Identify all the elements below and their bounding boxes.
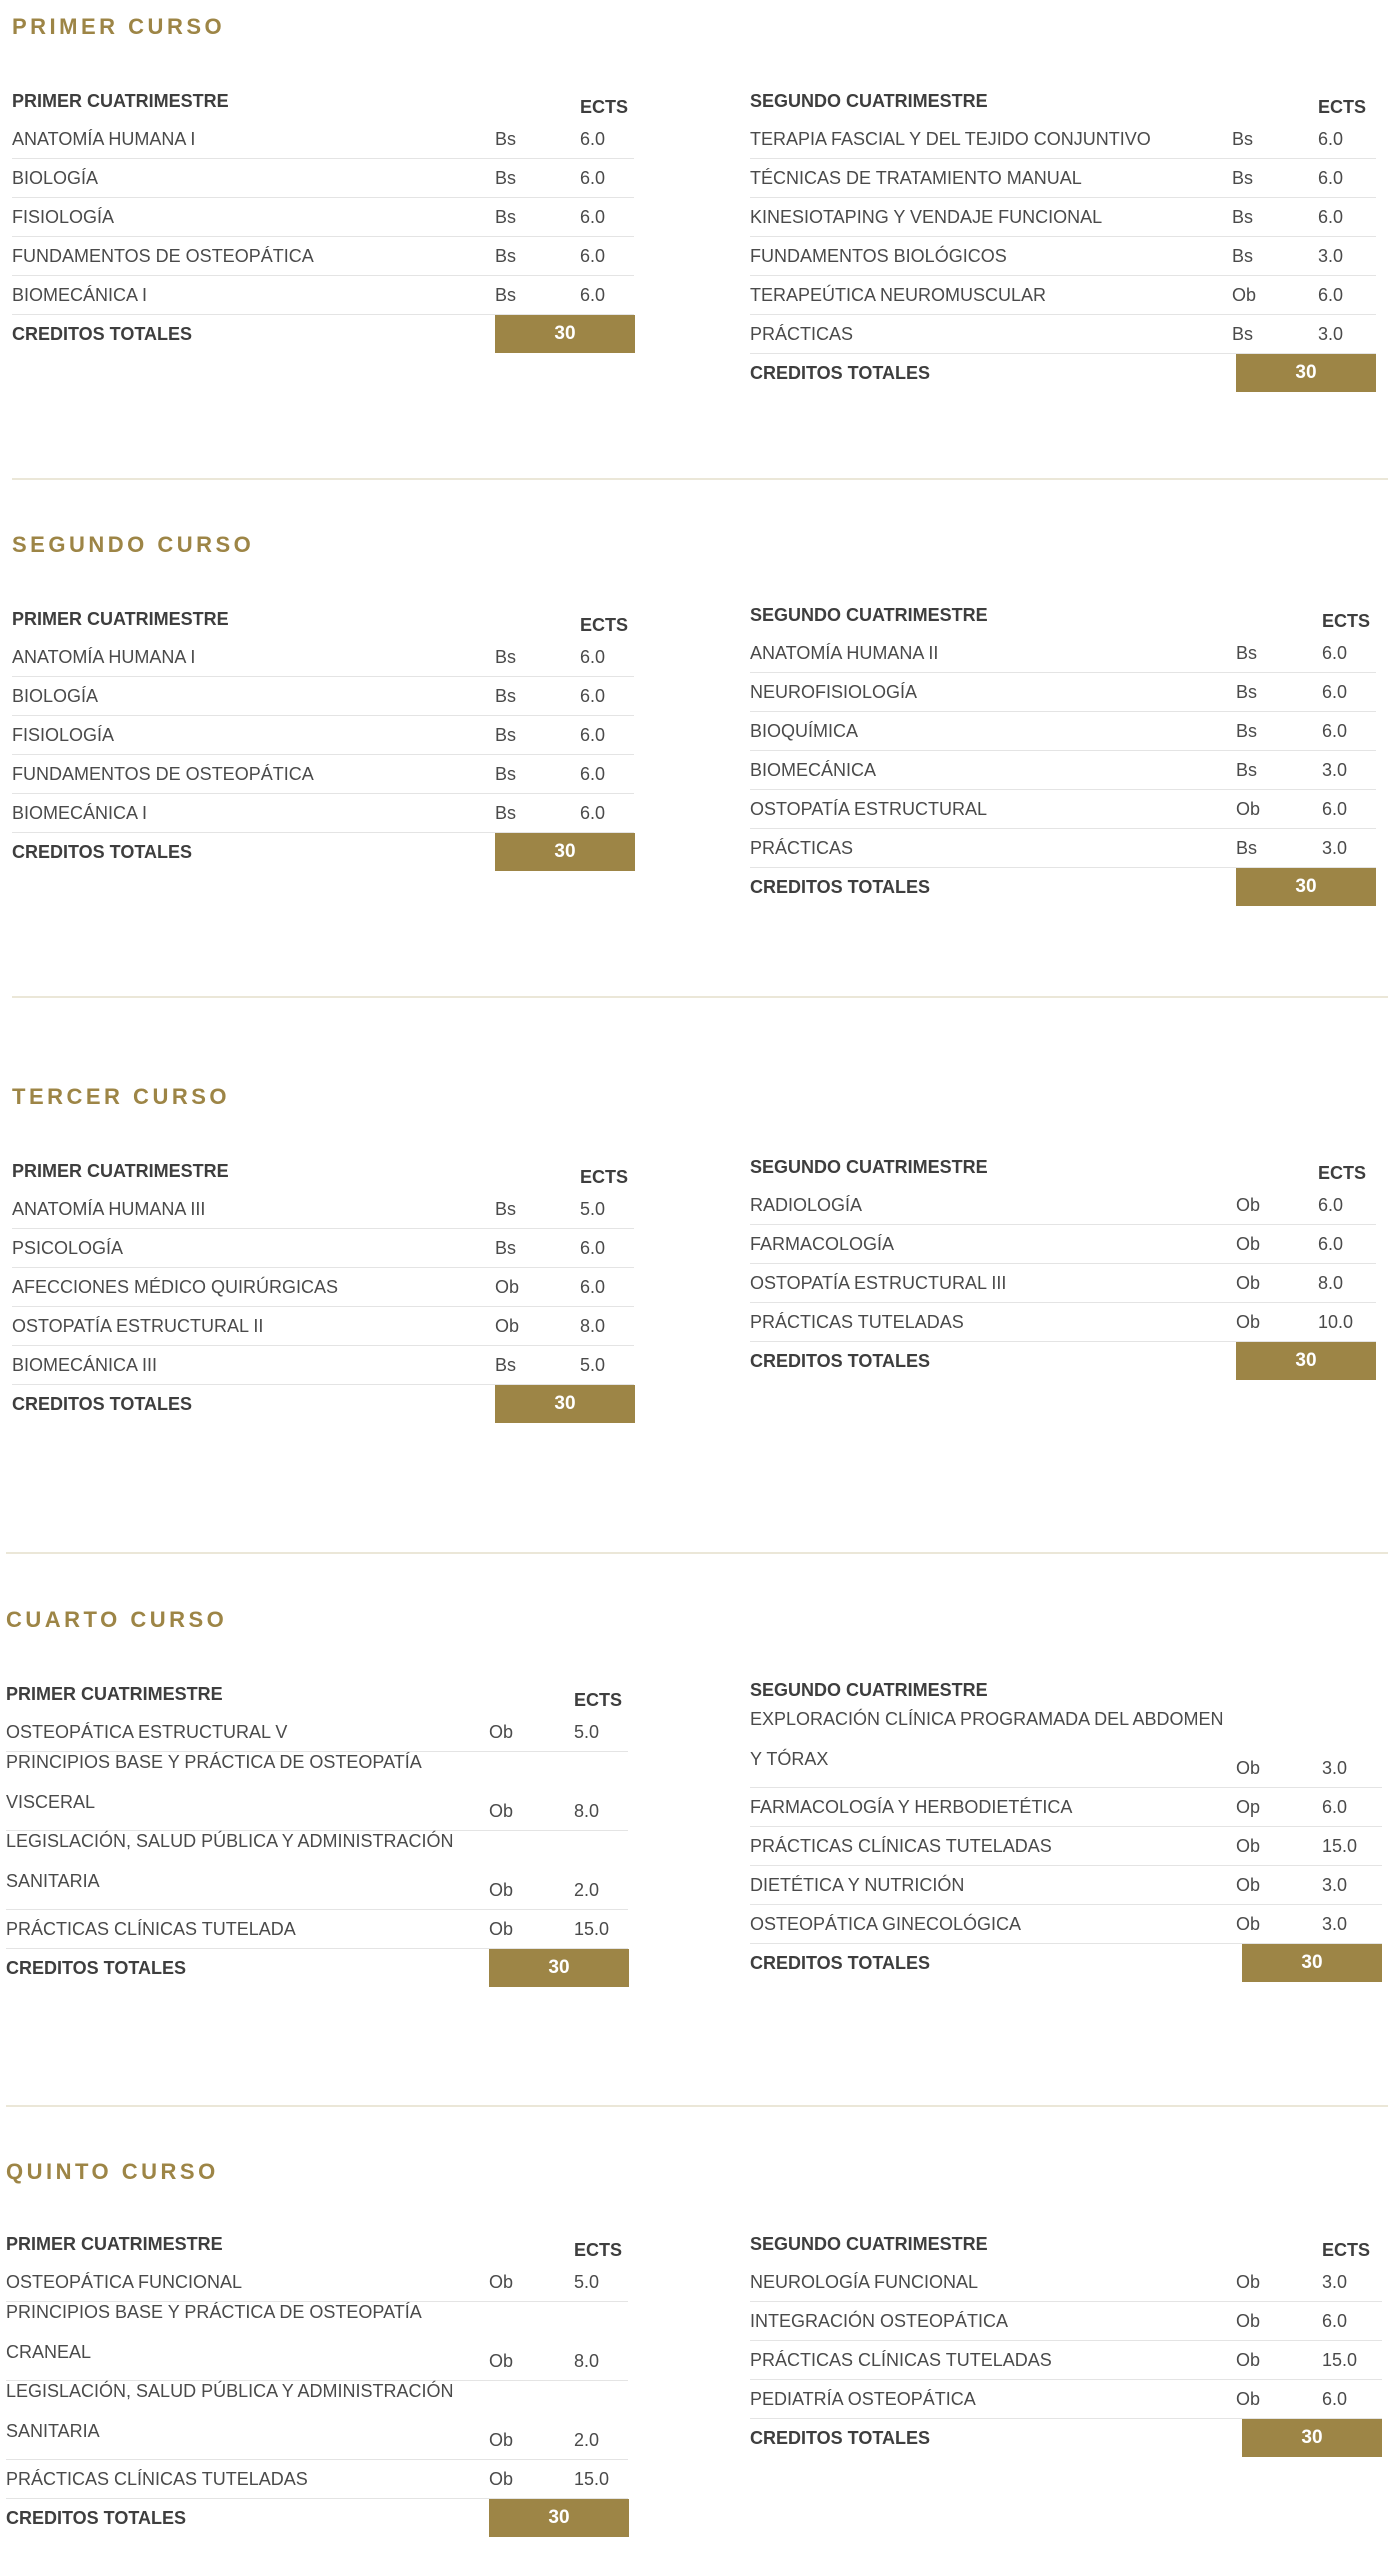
course-title: SEGUNDO CURSO <box>12 532 255 557</box>
subject-name: INTEGRACIÓN OSTEOPÁTICA <box>750 2311 1009 2331</box>
ects-header: ECTS <box>1318 97 1367 117</box>
subject-type: Bs <box>1236 760 1258 780</box>
course-title: PRIMER CURSO <box>12 14 226 39</box>
semester-table-first <box>6 2225 628 2537</box>
semester-table-first <box>6 1675 628 1987</box>
subject-ects: 6.0 <box>1322 799 1348 819</box>
subject-type: Bs <box>1232 168 1254 188</box>
subject-type: Bs <box>1232 324 1254 344</box>
subject-ects: 6.0 <box>580 686 606 706</box>
course-3 <box>0 1000 1388 1555</box>
subject-name: KINESIOTAPING Y VENDAJE FUNCIONAL <box>750 207 1103 227</box>
table-row <box>750 237 1376 276</box>
table-header-row <box>6 1675 628 1713</box>
semester-header: SEGUNDO CUATRIMESTRE <box>750 2234 988 2254</box>
course-title: CUARTO CURSO <box>6 1607 228 1632</box>
ects-header: ECTS <box>574 2240 623 2260</box>
subject-ects: 6.0 <box>580 764 606 784</box>
subject-name: BIOMECÁNICA I <box>12 285 148 305</box>
subject-name: FARMACOLOGÍA <box>750 1234 895 1254</box>
table-row <box>12 638 634 677</box>
table-row <box>750 1303 1376 1342</box>
semester-header: SEGUNDO CUATRIMESTRE <box>750 605 988 625</box>
subject-name: LEGISLACIÓN, SALUD PÚBLICA Y ADMINISTRACIÓN SANITARIA <box>6 1831 454 1891</box>
subject-name: TERAPEÚTICA NEUROMUSCULAR <box>750 285 1047 305</box>
subject-type: Ob <box>489 1801 514 1821</box>
subject-ects: 15.0 <box>1322 2350 1358 2370</box>
course-4 <box>0 1555 1388 2105</box>
subject-name: PRÁCTICAS CLÍNICAS TUTELADA <box>6 1919 296 1939</box>
subject-ects: 3.0 <box>1322 838 1348 858</box>
table-row <box>750 159 1376 198</box>
subject-ects: 2.0 <box>574 2430 600 2450</box>
subject-ects: 3.0 <box>1318 324 1344 344</box>
semester-table-second <box>750 1671 1382 1982</box>
total-row <box>12 833 634 871</box>
subject-ects: 6.0 <box>580 647 606 667</box>
ects-header: ECTS <box>1322 611 1371 631</box>
table-row <box>6 1910 628 1949</box>
subject-type: Op <box>1236 1797 1261 1817</box>
subject-name: OSTEOPÁTICA FUNCIONAL <box>6 2272 243 2292</box>
table-row <box>750 790 1376 829</box>
subject-ects: 6.0 <box>1318 168 1344 188</box>
table-row <box>12 159 634 198</box>
subject-name: OSTOPATÍA ESTRUCTURAL II <box>12 1316 264 1336</box>
table-row <box>12 1307 634 1346</box>
total-credits-badge: 30 <box>1236 354 1376 392</box>
total-label: CREDITOS TOTALES <box>6 1958 187 1978</box>
ects-header: ECTS <box>580 615 629 635</box>
semester-header: PRIMER CUATRIMESTRE <box>6 2234 223 2254</box>
table-row <box>750 1264 1376 1303</box>
total-row <box>750 2419 1382 2457</box>
subject-ects: 6.0 <box>1322 721 1348 741</box>
table-header-row <box>12 1152 634 1190</box>
total-credits-badge: 30 <box>1242 1944 1382 1982</box>
subject-ects: 5.0 <box>580 1355 606 1375</box>
subject-name: PRÁCTICAS <box>750 324 854 344</box>
table-row <box>750 1866 1382 1905</box>
total-label: CREDITOS TOTALES <box>12 842 193 862</box>
subject-type: Ob <box>1236 1234 1261 1254</box>
subject-ects: 3.0 <box>1322 1758 1348 1778</box>
total-row <box>12 1385 634 1423</box>
table-row <box>12 716 634 755</box>
subject-ects: 3.0 <box>1322 760 1348 780</box>
subject-type: Ob <box>1236 2350 1261 2370</box>
table-row <box>12 120 634 159</box>
subject-ects: 8.0 <box>1318 1273 1344 1293</box>
subject-ects: 3.0 <box>1322 2272 1348 2292</box>
subject-ects: 15.0 <box>574 2469 610 2489</box>
subject-ects: 6.0 <box>580 725 606 745</box>
table-row <box>750 2341 1382 2380</box>
subject-ects: 8.0 <box>580 1316 606 1336</box>
table-row <box>750 712 1376 751</box>
semester-header: PRIMER CUATRIMESTRE <box>12 1161 229 1181</box>
table-row <box>6 2460 628 2499</box>
subject-name: PRÁCTICAS TUTELADAS <box>750 1312 964 1332</box>
table-row <box>12 1268 634 1307</box>
subject-type: Ob <box>1236 2272 1261 2292</box>
total-row <box>750 868 1376 906</box>
subject-ects: 2.0 <box>574 1880 600 1900</box>
subject-name: PRÁCTICAS CLÍNICAS TUTELADAS <box>750 2350 1052 2370</box>
table-row <box>12 794 634 833</box>
subject-name: DIETÉTICA Y NUTRICIÓN <box>750 1875 965 1895</box>
subject-type: Bs <box>495 647 517 667</box>
total-label: CREDITOS TOTALES <box>750 1953 931 1973</box>
subject-ects: 6.0 <box>580 803 606 823</box>
subject-type: Ob <box>489 2351 514 2371</box>
subject-type: Ob <box>1232 285 1257 305</box>
subject-ects: 8.0 <box>574 2351 600 2371</box>
subject-ects: 5.0 <box>574 1722 600 1742</box>
subject-type: Bs <box>1232 129 1254 149</box>
subject-ects: 6.0 <box>1322 2311 1348 2331</box>
table-row <box>750 634 1376 673</box>
subject-name: FUNDAMENTOS DE OSTEOPÁTICA <box>12 764 314 784</box>
total-label: CREDITOS TOTALES <box>750 877 931 897</box>
subject-type: Bs <box>495 1199 517 1219</box>
total-row <box>12 315 634 353</box>
table-row <box>750 2263 1382 2302</box>
subject-ects: 6.0 <box>580 129 606 149</box>
subject-name: BIOMECÁNICA III <box>12 1355 158 1375</box>
table-header-row <box>750 1148 1376 1186</box>
ects-header: ECTS <box>574 1690 623 1710</box>
table-header-row <box>750 596 1376 634</box>
subject-name: ANATOMÍA HUMANA I <box>12 647 196 667</box>
table-row <box>12 237 634 276</box>
subject-ects: 6.0 <box>1318 129 1344 149</box>
subject-type: Bs <box>495 1355 517 1375</box>
total-label: CREDITOS TOTALES <box>6 2508 187 2528</box>
subject-name: OSTEOPÁTICA ESTRUCTURAL V <box>6 1722 288 1742</box>
table-row <box>6 1752 628 1831</box>
table-row <box>750 315 1376 354</box>
subject-type: Ob <box>489 2430 514 2450</box>
subject-type: Ob <box>489 1919 514 1939</box>
subject-ects: 6.0 <box>580 1277 606 1297</box>
subject-ects: 6.0 <box>1322 2389 1348 2409</box>
subject-name: PRINCIPIOS BASE Y PRÁCTICA DE OSTEOPATÍA VISCERAL <box>6 1752 421 1812</box>
section-divider <box>12 478 1388 480</box>
subject-name: OSTOPATÍA ESTRUCTURAL III <box>750 1273 1007 1293</box>
subject-type: Ob <box>489 2469 514 2489</box>
subject-name: FUNDAMENTOS DE OSTEOPÁTICA <box>12 246 314 266</box>
subject-ects: 5.0 <box>574 2272 600 2292</box>
semester-header: PRIMER CUATRIMESTRE <box>12 91 229 111</box>
subject-name: TÉCNICAS DE TRATAMIENTO MANUAL <box>750 168 1082 188</box>
semester-header: PRIMER CUATRIMESTRE <box>12 609 229 629</box>
table-row <box>12 1346 634 1385</box>
table-row <box>6 2381 628 2460</box>
subject-name: NEUROFISIOLOGÍA <box>750 682 918 702</box>
total-row <box>750 1944 1382 1982</box>
semester-header: PRIMER CUATRIMESTRE <box>6 1684 223 1704</box>
total-credits-badge: 30 <box>489 2499 629 2537</box>
subject-type: Ob <box>495 1277 520 1297</box>
subject-name: OSTEOPÁTICA GINECOLÓGICA <box>750 1914 1022 1934</box>
subject-name: OSTOPATÍA ESTRUCTURAL <box>750 799 988 819</box>
semester-table-second <box>750 596 1376 906</box>
subject-name: BIOQUÍMICA <box>750 721 859 741</box>
subject-type: Ob <box>489 1880 514 1900</box>
subject-type: Ob <box>1236 1273 1261 1293</box>
total-credits-badge: 30 <box>489 1949 629 1987</box>
subject-name: LEGISLACIÓN, SALUD PÚBLICA Y ADMINISTRACIÓN SANITARIA <box>6 2381 454 2441</box>
subject-name: ANATOMÍA HUMANA III <box>12 1199 206 1219</box>
total-row <box>6 1949 628 1987</box>
table-row <box>6 2302 628 2381</box>
table-row <box>12 677 634 716</box>
table-row <box>12 198 634 237</box>
subject-name: FISIOLOGÍA <box>12 725 115 745</box>
table-row <box>12 1190 634 1229</box>
semester-header: SEGUNDO CUATRIMESTRE <box>750 1680 988 1700</box>
total-credits-badge: 30 <box>1242 2419 1382 2457</box>
table-row <box>750 1788 1382 1827</box>
subject-type: Bs <box>495 168 517 188</box>
table-row <box>750 1186 1376 1225</box>
subject-type: Bs <box>495 246 517 266</box>
subject-type: Bs <box>495 207 517 227</box>
section-divider <box>6 1552 1388 1554</box>
subject-type: Bs <box>1236 838 1258 858</box>
subject-ects: 6.0 <box>580 207 606 227</box>
subject-type: Ob <box>1236 1875 1261 1895</box>
subject-type: Ob <box>495 1316 520 1336</box>
subject-ects: 6.0 <box>1322 643 1348 663</box>
ects-header: ECTS <box>1322 2240 1371 2260</box>
table-row <box>12 276 634 315</box>
total-credits-badge: 30 <box>495 315 635 353</box>
table-row <box>750 2302 1382 2341</box>
subject-type: Ob <box>1236 1312 1261 1332</box>
subject-type: Bs <box>1232 246 1254 266</box>
subject-type: Ob <box>1236 1758 1261 1778</box>
subject-type: Ob <box>489 2272 514 2292</box>
subject-ects: 3.0 <box>1322 1914 1348 1934</box>
total-label: CREDITOS TOTALES <box>12 1394 193 1414</box>
course-title: TERCER CURSO <box>12 1084 231 1109</box>
subject-type: Bs <box>1236 721 1258 741</box>
subject-name: FISIOLOGÍA <box>12 207 115 227</box>
total-label: CREDITOS TOTALES <box>750 363 931 383</box>
table-row <box>750 751 1376 790</box>
subject-name: PRÁCTICAS CLÍNICAS TUTELADAS <box>6 2469 308 2489</box>
total-label: CREDITOS TOTALES <box>750 1351 931 1371</box>
total-credits-badge: 30 <box>1236 868 1376 906</box>
subject-name: TERAPIA FASCIAL Y DEL TEJIDO CONJUNTIVO <box>750 129 1151 149</box>
table-row <box>750 1905 1382 1944</box>
subject-ects: 6.0 <box>1318 1195 1344 1215</box>
subject-ects: 6.0 <box>580 246 606 266</box>
subject-type: Bs <box>495 764 517 784</box>
table-row <box>750 1827 1382 1866</box>
table-row <box>750 2380 1382 2419</box>
subject-ects: 15.0 <box>574 1919 610 1939</box>
semester-table-second <box>750 2225 1382 2457</box>
table-row <box>750 1709 1382 1788</box>
subject-name: PRÁCTICAS CLÍNICAS TUTELADAS <box>750 1836 1052 1856</box>
total-credits-badge: 30 <box>495 833 635 871</box>
subject-type: Ob <box>1236 799 1261 819</box>
subject-name: EXPLORACIÓN CLÍNICA PROGRAMADA DEL ABDOMEN Y TÓRAX <box>750 1709 1224 1769</box>
subject-type: Bs <box>1232 207 1254 227</box>
subject-ects: 3.0 <box>1318 246 1344 266</box>
subject-type: Bs <box>495 725 517 745</box>
subject-name: RADIOLOGÍA <box>750 1195 863 1215</box>
subject-name: AFECCIONES MÉDICO QUIRÚRGICAS <box>12 1277 339 1297</box>
subject-type: Bs <box>495 1238 517 1258</box>
subject-name: PRINCIPIOS BASE Y PRÁCTICA DE OSTEOPATÍA CRANEAL <box>6 2302 421 2362</box>
subject-ects: 6.0 <box>1322 682 1348 702</box>
semester-table-first <box>12 600 634 871</box>
total-row <box>750 354 1376 392</box>
semester-table-first <box>12 82 634 353</box>
course-5 <box>0 2107 1388 2560</box>
subject-type: Bs <box>1236 682 1258 702</box>
subject-name: PEDIATRÍA OSTEOPÁTICA <box>750 2389 976 2409</box>
subject-ects: 6.0 <box>580 285 606 305</box>
subject-type: Ob <box>489 1722 514 1742</box>
subject-name: BIOMECÁNICA I <box>12 803 148 823</box>
semester-table-second <box>750 82 1376 392</box>
table-row <box>750 198 1376 237</box>
ects-header: ECTS <box>580 97 629 117</box>
subject-ects: 8.0 <box>574 1801 600 1821</box>
subject-name: FARMACOLOGÍA Y HERBODIETÉTICA <box>750 1797 1073 1817</box>
subject-type: Ob <box>1236 1836 1261 1856</box>
subject-name: PSICOLOGÍA <box>12 1238 124 1258</box>
table-header-row <box>12 82 634 120</box>
total-label: CREDITOS TOTALES <box>12 324 193 344</box>
subject-type: Bs <box>495 686 517 706</box>
semester-header: SEGUNDO CUATRIMESTRE <box>750 91 988 111</box>
subject-ects: 6.0 <box>1318 285 1344 305</box>
table-row <box>750 673 1376 712</box>
subject-type: Bs <box>1236 643 1258 663</box>
subject-ects: 6.0 <box>580 168 606 188</box>
table-header-row <box>750 2225 1382 2263</box>
total-credits-badge: 30 <box>1236 1342 1376 1380</box>
subject-type: Bs <box>495 803 517 823</box>
total-label: CREDITOS TOTALES <box>750 2428 931 2448</box>
section-divider <box>12 996 1388 998</box>
course-title: QUINTO CURSO <box>6 2159 219 2184</box>
subject-name: ANATOMÍA HUMANA II <box>750 643 939 663</box>
subject-ects: 10.0 <box>1318 1312 1354 1332</box>
semester-table-first <box>12 1152 634 1423</box>
table-header-row <box>750 82 1376 120</box>
subject-type: Ob <box>1236 2389 1261 2409</box>
subject-ects: 3.0 <box>1322 1875 1348 1895</box>
subject-type: Bs <box>495 129 517 149</box>
table-row <box>750 120 1376 159</box>
table-row <box>750 829 1376 868</box>
subject-type: Ob <box>1236 2311 1261 2331</box>
course-2 <box>0 500 1388 1000</box>
subject-name: PRÁCTICAS <box>750 838 854 858</box>
table-row <box>6 1831 628 1910</box>
subject-name: BIOLOGÍA <box>12 168 99 188</box>
course-1 <box>0 0 1388 480</box>
semester-table-second <box>750 1148 1376 1380</box>
table-row <box>12 1229 634 1268</box>
subject-type: Ob <box>1236 1195 1261 1215</box>
subject-name: BIOLOGÍA <box>12 686 99 706</box>
table-header-row <box>6 2225 628 2263</box>
subject-ects: 6.0 <box>1318 1234 1344 1254</box>
subject-name: ANATOMÍA HUMANA I <box>12 129 196 149</box>
subject-name: NEUROLOGÍA FUNCIONAL <box>750 2272 979 2292</box>
total-credits-badge: 30 <box>495 1385 635 1423</box>
table-row <box>750 276 1376 315</box>
subject-type: Ob <box>1236 1914 1261 1934</box>
total-row <box>750 1342 1376 1380</box>
table-row <box>12 755 634 794</box>
subject-type: Bs <box>495 285 517 305</box>
subject-name: BIOMECÁNICA <box>750 760 877 780</box>
table-row <box>750 1225 1376 1264</box>
subject-ects: 6.0 <box>1322 1797 1348 1817</box>
total-row <box>6 2499 628 2537</box>
subject-ects: 6.0 <box>580 1238 606 1258</box>
subject-ects: 6.0 <box>1318 207 1344 227</box>
subject-name: FUNDAMENTOS BIOLÓGICOS <box>750 246 1007 266</box>
subject-ects: 15.0 <box>1322 1836 1358 1856</box>
ects-header: ECTS <box>1318 1163 1367 1183</box>
table-header-row <box>12 600 634 638</box>
ects-header: ECTS <box>580 1167 629 1187</box>
semester-header: SEGUNDO CUATRIMESTRE <box>750 1157 988 1177</box>
subject-ects: 5.0 <box>580 1199 606 1219</box>
